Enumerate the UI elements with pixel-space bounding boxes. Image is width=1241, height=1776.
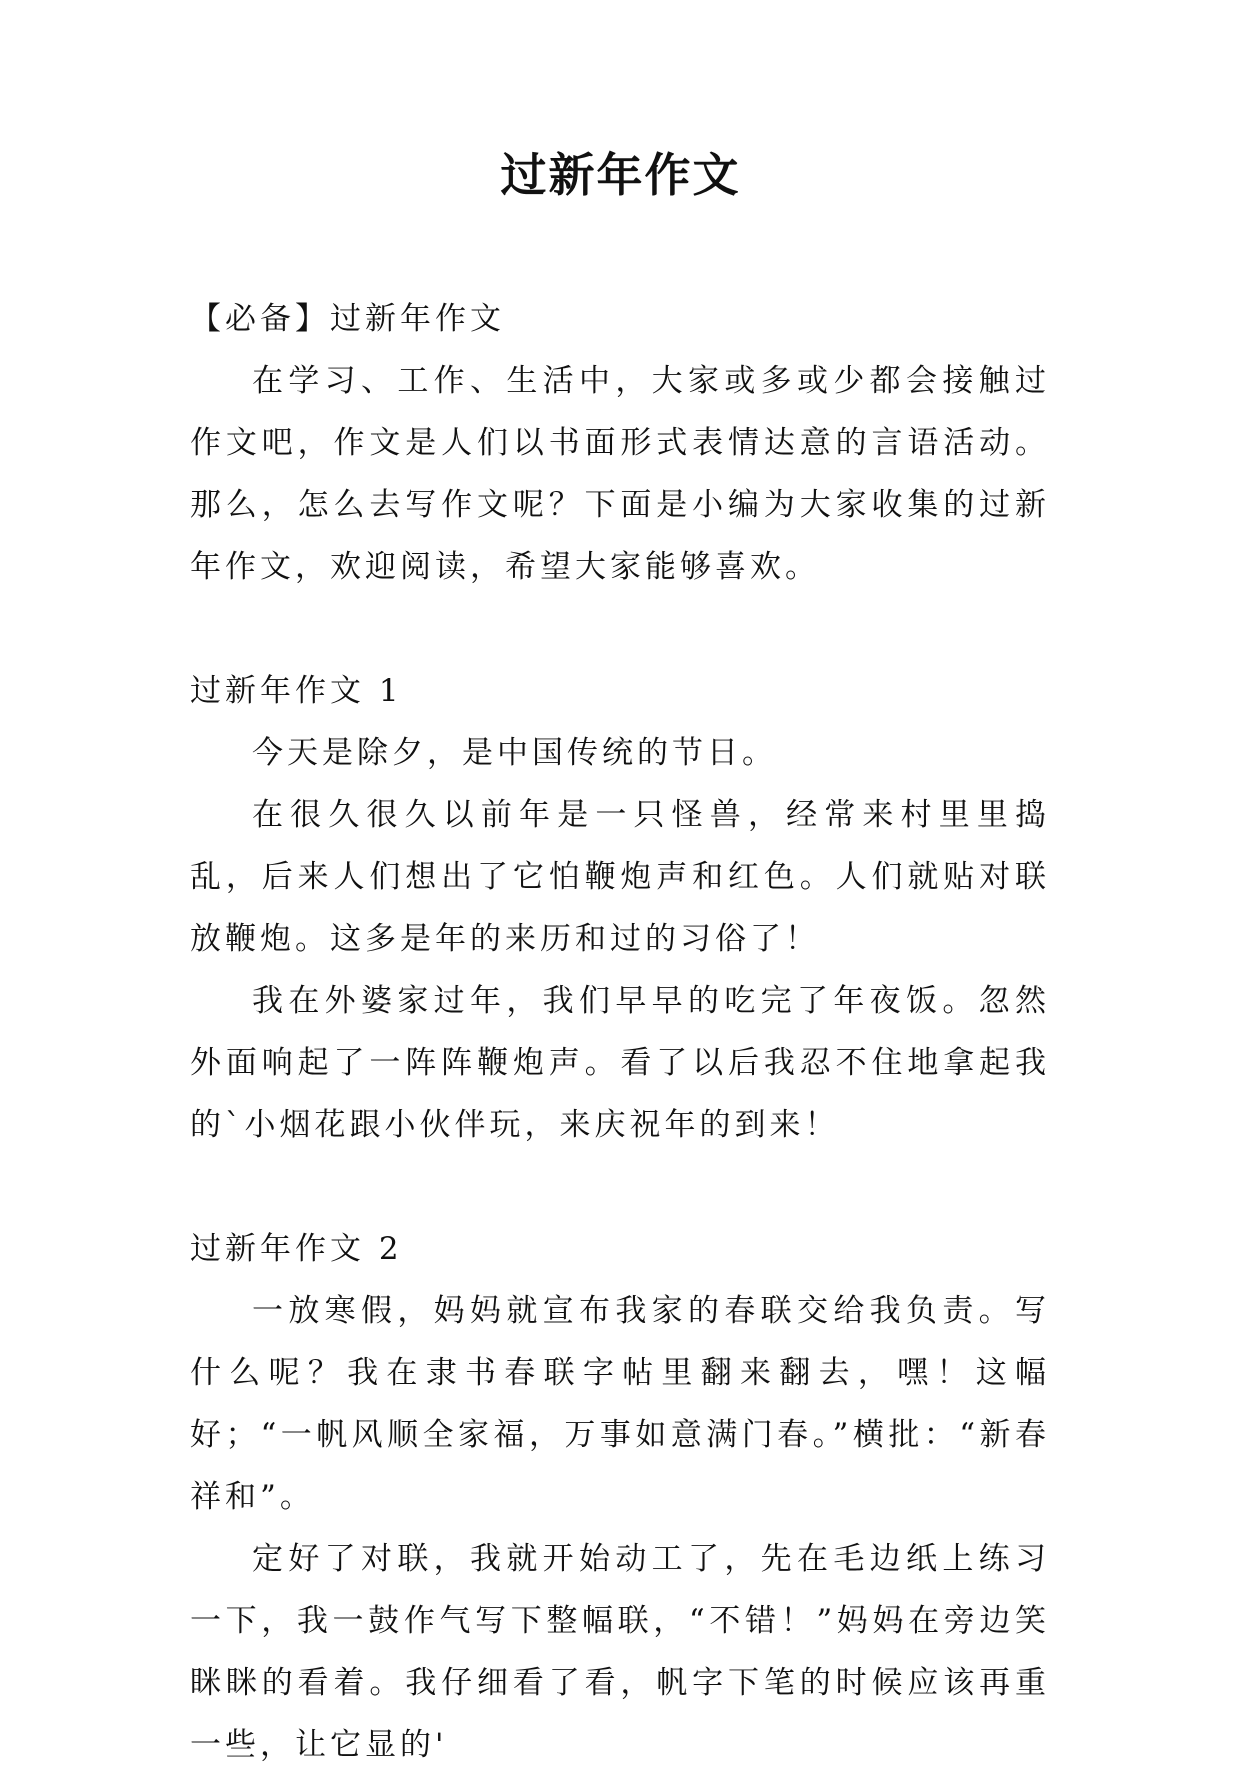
- section-2-paragraph-1: 一放寒假，妈妈就宣布我家的春联交给我负责。写什么呢？我在隶书春联字帖里翻来翻去，嘿！这幅好；“一帆风顺全家福，万事如意满门春。”横批：“新春祥和”。: [190, 1293, 1050, 1515]
- section-2-paragraph-2: 定好了对联，我就开始动工了，先在毛边纸上练习一下，我一鼓作气写下整幅联，“不错！”妈妈在旁边笑眯眯的看着。我仔细看了看，帆字下笔的时候应该再重一些，让它显的': [190, 1541, 1050, 1763]
- document-title: 过新年作文: [500, 148, 741, 202]
- section-1-paragraph-2: 在很久很久以前年是一只怪兽，经常来村里里捣乱，后来人们想出了它怕鞭炮声和红色。人们就贴对联放鞭炮。这多是年的来历和过的习俗了！: [190, 797, 1050, 957]
- section-1-paragraph-1: 今天是除夕，是中国传统的节日。: [252, 735, 777, 771]
- section-spacer: [190, 598, 1050, 660]
- intro-paragraph: 在学习、工作、生活中，大家或多或少都会接触过作文吧，作文是人们以书面形式表情达意的言语活动。那么，怎么去写作文呢？下面是小编为大家收集的过新年作文，欢迎阅读，希望大家能够喜欢。: [190, 363, 1050, 585]
- section-1-paragraph-3: 我在外婆家过年，我们早早的吃完了年夜饭。忽然外面响起了一阵阵鞭炮声。看了以后我忍不住地拿起我的`小烟花跟小伙伴玩，来庆祝年的到来！: [190, 983, 1050, 1143]
- intro-heading: 【必备】过新年作文: [190, 301, 505, 337]
- document-body: [190, 288, 1050, 1776]
- section-1-heading: 过新年作文 1: [190, 673, 403, 709]
- section-2-heading: 过新年作文 2: [190, 1231, 403, 1267]
- section-spacer: [190, 1156, 1050, 1218]
